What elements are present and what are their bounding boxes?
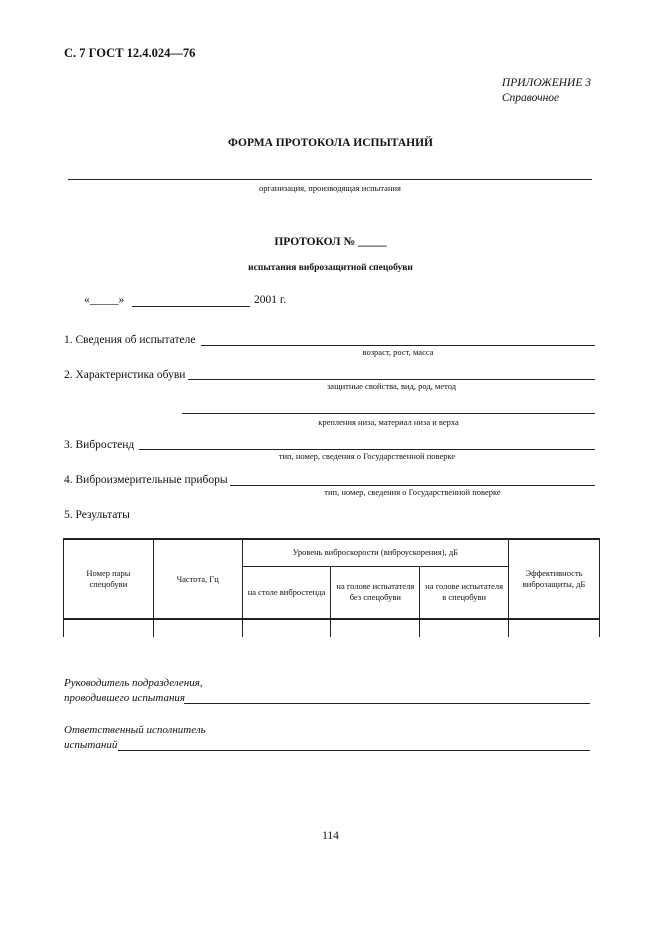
- head-signature-label: [64, 676, 203, 706]
- head-line2: проводившего испытания: [64, 692, 186, 704]
- resp-line1: Ответственный исполнитель: [64, 724, 206, 736]
- results-table: [63, 538, 600, 637]
- date-day: «_____»: [84, 294, 125, 306]
- protocol-subtitle: испытания виброзащитной спецобуви: [248, 263, 413, 273]
- appendix-type: Справочное: [501, 92, 560, 104]
- field-footwear-label: 2. Характеристика обуви: [64, 369, 186, 381]
- field-instruments-caption: тип, номер, сведения о Государственной поверке: [324, 487, 501, 497]
- table-row: [64, 619, 600, 637]
- field-stand-label: 3. Вибростенд: [64, 439, 135, 451]
- field-tester-caption: возраст, рост, масса: [362, 347, 434, 357]
- header-pair-number: Номер пары спецобуви: [64, 539, 154, 619]
- field-footwear-line2: [182, 413, 595, 414]
- field-footwear-caption2: крепления низа, материал низа и верха: [318, 417, 459, 427]
- field-tester-line: [201, 345, 595, 346]
- subheader-table: на столе вибростенда: [242, 566, 331, 619]
- appendix-block: [502, 76, 591, 106]
- appendix-label: ПРИЛОЖЕНИЕ 3: [501, 77, 591, 89]
- field-instruments-line: [230, 485, 595, 486]
- field-footwear-caption: защитные свойства, вид, род, метод: [326, 381, 457, 391]
- field-instruments-label: 4. Виброизмерительные приборы: [64, 474, 228, 486]
- header-level: Уровень виброскорости (виброускорения), дБ: [242, 539, 509, 566]
- field-footwear-line: [188, 379, 595, 380]
- page-number: 114: [322, 830, 339, 842]
- org-line: [68, 179, 592, 180]
- date-year: 2001 г.: [254, 294, 287, 306]
- head-signature-line: [184, 703, 590, 704]
- field-tester-label: 1. Сведения об испытателе: [64, 334, 196, 346]
- subheader-head-without: на голове испытателя без спецобуви: [331, 566, 420, 619]
- head-line1: Руководитель подразделения,: [64, 677, 203, 689]
- results-label: 5. Результаты: [64, 509, 130, 521]
- header-frequency: Частота, Гц: [153, 539, 242, 619]
- resp-line2: испытаний: [64, 739, 118, 751]
- resp-signature-label: [64, 723, 206, 753]
- form-title: ФОРМА ПРОТОКОЛА ИСПЫТАНИЙ: [227, 137, 433, 149]
- subheader-head-with: на голове испытателя в спецобуви: [420, 566, 509, 619]
- protocol-title: ПРОТОКОЛ № _____: [274, 236, 387, 248]
- header-efficiency: Эффективность виброзащиты, дБ: [509, 539, 600, 619]
- resp-signature-line: [118, 750, 590, 751]
- org-caption: организация, производящая испытания: [259, 183, 401, 193]
- date-month-line: [132, 306, 250, 307]
- page-header: С. 7 ГОСТ 12.4.024—76: [64, 46, 196, 60]
- field-stand-line: [139, 449, 595, 450]
- field-stand-caption: тип, номер, сведения о Государственной поверке: [278, 451, 456, 461]
